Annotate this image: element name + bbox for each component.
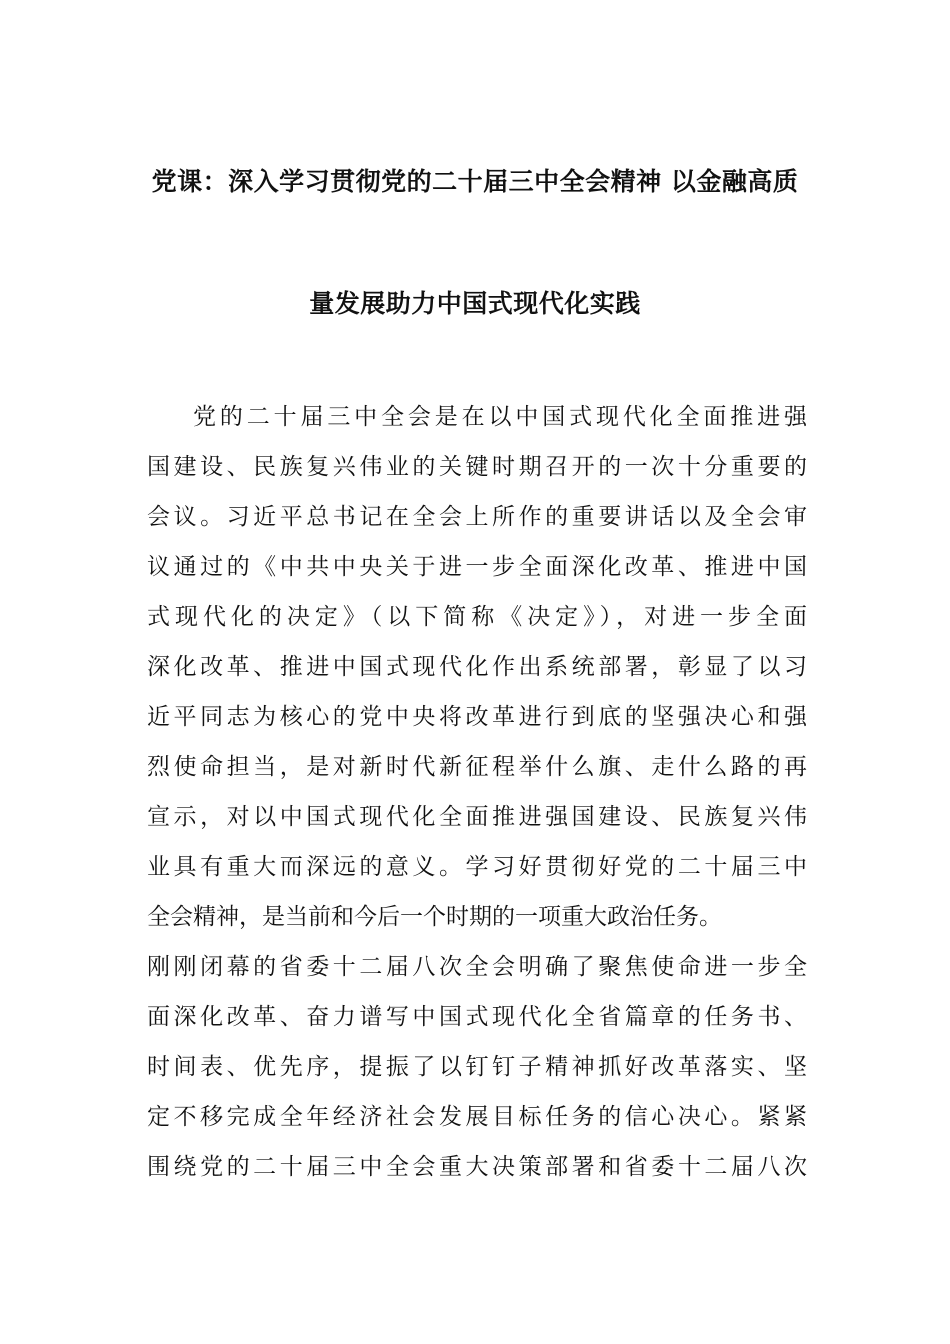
paragraph-line-12: 刚刚闭幕的省委十二届八次全会明确了聚焦使命进一步全 — [147, 954, 807, 980]
paragraph-line-3: 会议。习近平总书记在全会上所作的重要讲话以及全会审 — [147, 504, 807, 530]
document-title-line-1: 党课：深入学习贯彻党的二十届三中全会精神 以金融高质 — [151, 167, 799, 196]
paragraph-line-4: 议通过的《中共中央关于进一步全面深化改革、推进中国 — [147, 554, 807, 580]
paragraph-line-5: 式现代化的决定》（以下简称《决定》），对进一步全面 — [147, 604, 807, 630]
document-title-line-2: 量发展助力中国式现代化实践 — [309, 289, 641, 318]
paragraph-line-7: 近平同志为核心的党中央将改革进行到底的坚强决心和强 — [147, 704, 807, 730]
paragraph-line-16: 围绕党的二十届三中全会重大决策部署和省委十二届八次 — [147, 1154, 807, 1180]
paragraph-line-13: 面深化改革、奋力谱写中国式现代化全省篇章的任务书、 — [147, 1004, 807, 1030]
paragraph-line-1: 党的二十届三中全会是在以中国式现代化全面推进强 — [193, 404, 807, 430]
paragraph-line-2: 国建设、民族复兴伟业的关键时期召开的一次十分重要的 — [147, 454, 807, 480]
paragraph-line-11: 全会精神，是当前和今后一个时期的一项重大政治任务。 — [147, 904, 722, 930]
paragraph-line-8: 烈使命担当，是对新时代新征程举什么旗、走什么路的再 — [147, 754, 807, 780]
paragraph-line-9: 宣示，对以中国式现代化全面推进强国建设、民族复兴伟 — [147, 804, 807, 830]
paragraph-line-10: 业具有重大而深远的意义。学习好贯彻好党的二十届三中 — [147, 854, 807, 880]
paragraph-line-6: 深化改革、推进中国式现代化作出系统部署，彰显了以习 — [147, 654, 807, 680]
paragraph-line-15: 定不移完成全年经济社会发展目标任务的信心决心。紧紧 — [147, 1104, 807, 1130]
paragraph-line-14: 时间表、优先序，提振了以钉钉子精神抓好改革落实、坚 — [147, 1054, 807, 1080]
